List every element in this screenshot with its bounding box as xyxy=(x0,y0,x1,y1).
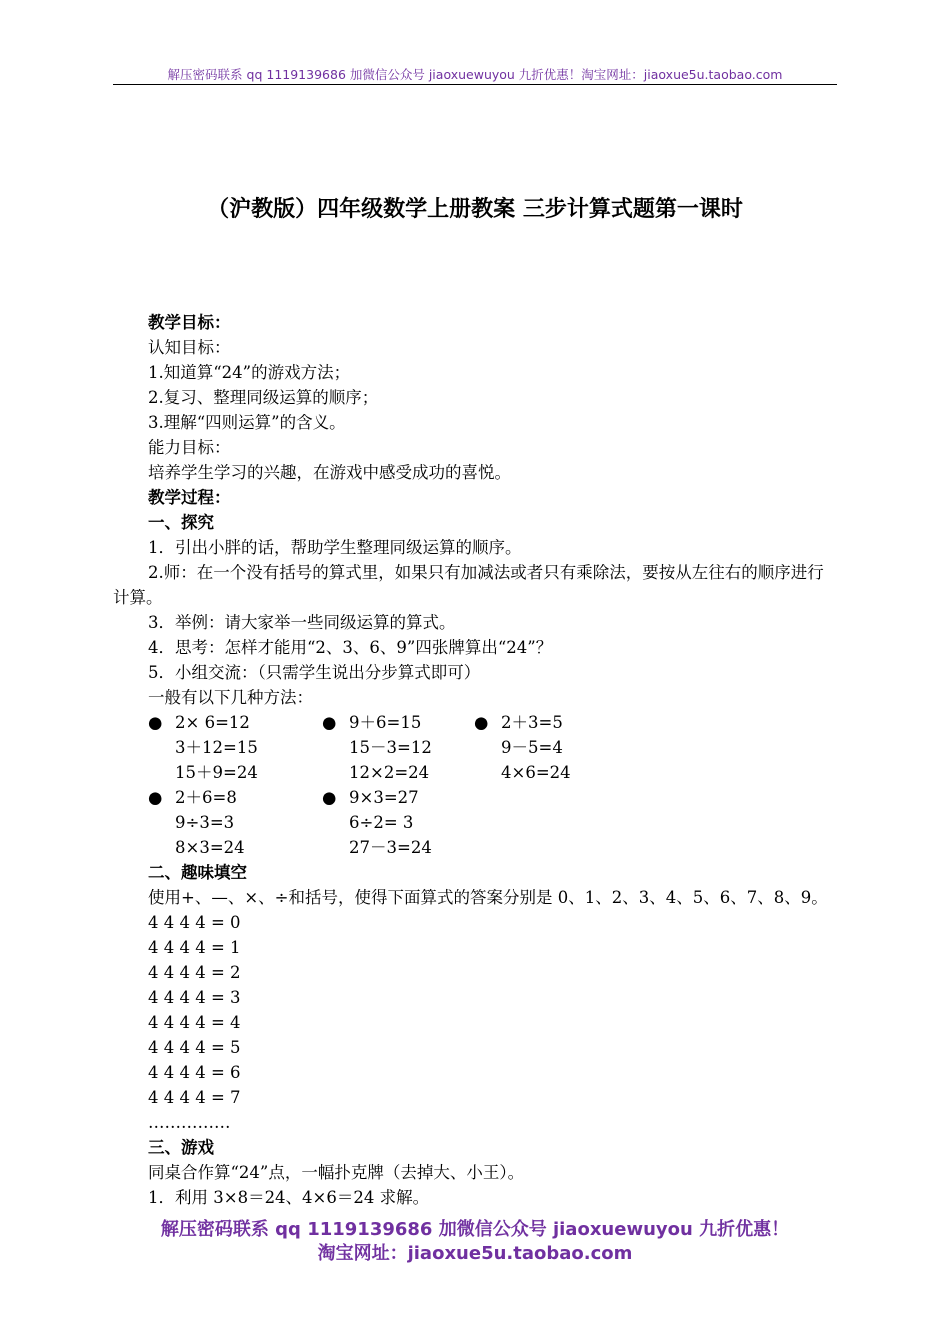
method-step: 9×3=27 xyxy=(349,788,419,807)
document-body xyxy=(113,310,839,1210)
method-step: 12×2=24 xyxy=(349,763,430,782)
equation-line: 4 4 4 4 = 7 xyxy=(148,1088,241,1107)
method-step: 2× 6=12 xyxy=(175,713,250,732)
cognitive-label: 认知目标： xyxy=(148,338,231,357)
cognitive-item: 1.知道算“24”的游戏方法； xyxy=(148,363,351,382)
section3-intro: 同桌合作算“24”点，一幅扑克牌（去掉大、小王）。 xyxy=(148,1163,525,1182)
section1-item: 3．举例：请大家举一些同级运算的算式。 xyxy=(148,613,456,632)
equation-line: 4 4 4 4 = 0 xyxy=(148,913,241,932)
cognitive-item: 2.复习、整理同级运算的顺序； xyxy=(148,388,379,407)
section3-heading: 三、游戏 xyxy=(148,1138,214,1157)
method-step: 3＋12=15 xyxy=(175,738,258,757)
equation-line: 4 4 4 4 = 2 xyxy=(148,963,241,982)
section1-item: 4．思考：怎样才能用“2、3、6、9”四张牌算出“24”？ xyxy=(148,638,553,657)
method-step: 15＋9=24 xyxy=(175,763,258,782)
equation-line: 4 4 4 4 = 1 xyxy=(148,938,241,957)
section1-heading: 一、探究 xyxy=(148,513,214,532)
method-step: 9＋6=15 xyxy=(349,713,422,732)
method-step: 27－3=24 xyxy=(349,838,432,857)
ability-text: 培养学生学习的兴趣，在游戏中感受成功的喜悦。 xyxy=(148,463,511,482)
bullet-icon: ● xyxy=(322,713,337,732)
footer-line-1: 解压密码联系 qq 1119139686 加微信公众号 jiaoxuewuyou 九折优惠！ xyxy=(160,1219,790,1240)
section1-item: 1．引出小胖的话，帮助学生整理同级运算的顺序。 xyxy=(148,538,522,557)
section1-item: 5．小组交流：（只需学生说出分步算式即可） xyxy=(148,663,481,682)
bullet-icon: ● xyxy=(148,713,163,732)
method-step: 4×6=24 xyxy=(501,763,571,782)
equation-line: 4 4 4 4 = 5 xyxy=(148,1038,241,1057)
methods-row xyxy=(113,835,839,860)
footer-line-2: 淘宝网址：jiaoxue5u.taobao.com xyxy=(317,1243,633,1264)
equation-line: 4 4 4 4 = 4 xyxy=(148,1013,241,1032)
methods-row xyxy=(113,810,839,835)
ellipsis: …………… xyxy=(148,1113,231,1132)
bullet-icon: ● xyxy=(322,788,337,807)
ability-label: 能力目标： xyxy=(148,438,231,457)
section1-item: 2.师：在一个没有括号的算式里，如果只有加减法或者只有乘除法，要按从左往右的顺序进行计算。 xyxy=(113,563,824,607)
equation-line: 4 4 4 4 = 3 xyxy=(148,988,241,1007)
bullet-icon: ● xyxy=(474,713,489,732)
method-step: 2＋3=5 xyxy=(501,713,563,732)
page-title: （沪教版）四年级数学上册教案 三步计算式题第一课时 xyxy=(207,197,743,222)
section2-instruction: 使用+、—、×、÷和括号，使得下面算式的答案分别是 0、1、2、3、4、5、6、7、8、9。 xyxy=(148,888,828,907)
method-step: 9－5=4 xyxy=(501,738,563,757)
method-step: 15－3=12 xyxy=(349,738,432,757)
method-step: 8×3=24 xyxy=(175,838,245,857)
objectives-heading: 教学目标： xyxy=(148,313,231,332)
process-heading: 教学过程： xyxy=(148,488,231,507)
method-step: 6÷2= 3 xyxy=(349,813,414,832)
header-rule xyxy=(113,84,837,85)
section2-heading: 二、趣味填空 xyxy=(148,863,247,882)
methods-row xyxy=(113,760,839,785)
methods-row xyxy=(113,785,839,810)
section3-item: 1．利用 3×8＝24、4×6＝24 求解。 xyxy=(148,1188,430,1207)
methods-row xyxy=(113,710,839,735)
method-step: 9÷3=3 xyxy=(175,813,235,832)
methods-intro: 一般有以下几种方法： xyxy=(148,688,313,707)
cognitive-item: 3.理解“四则运算”的含义。 xyxy=(148,413,346,432)
methods-row xyxy=(113,735,839,760)
equation-line: 4 4 4 4 = 6 xyxy=(148,1063,241,1082)
header-banner: 解压密码联系 qq 1119139686 加微信公众号 jiaoxuewuyou 九折优惠！淘宝网址：jiaoxue5u.taobao.com xyxy=(167,67,783,82)
method-step: 2＋6=8 xyxy=(175,788,237,807)
bullet-icon: ● xyxy=(148,788,163,807)
